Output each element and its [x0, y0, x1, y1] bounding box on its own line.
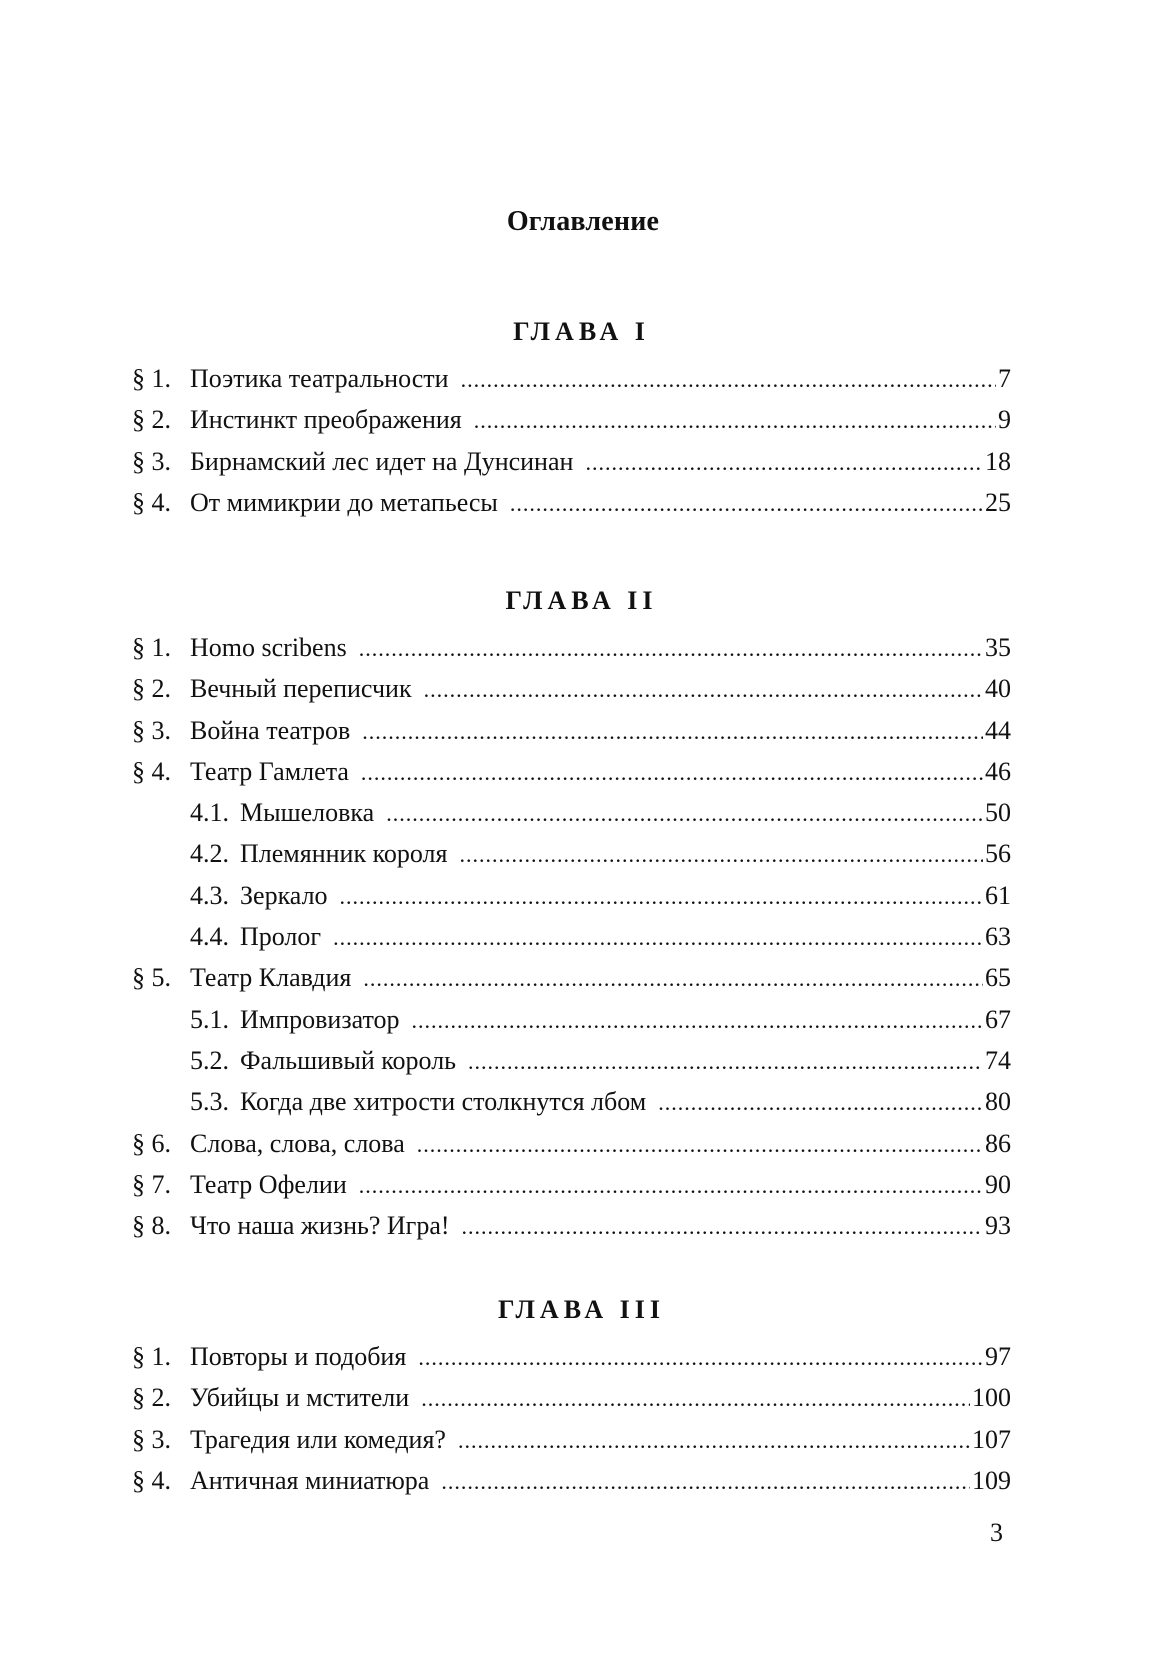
- entry-title: Племянник короля: [240, 839, 448, 869]
- entry-page: 80: [985, 1087, 1011, 1117]
- dot-leader: [418, 1337, 983, 1378]
- dot-leader: [386, 793, 983, 834]
- dot-leader: [340, 876, 983, 917]
- entry-title: Вечный переписчик: [190, 674, 412, 704]
- entry-number: § 3.: [132, 1424, 171, 1454]
- entry-title: Когда две хитрости столкнутся лбом: [240, 1087, 647, 1117]
- entry-title: Убийцы и мстители: [190, 1383, 410, 1413]
- toc-entry[interactable]: [132, 751, 1011, 792]
- entry-number: § 4.: [132, 487, 171, 517]
- dot-leader: [474, 400, 996, 441]
- entry-title: Повторы и подобия: [190, 1342, 407, 1371]
- dot-leader: [412, 1000, 984, 1041]
- entry-title: Война театров: [190, 715, 351, 745]
- toc-entry[interactable]: [132, 358, 1011, 399]
- dot-leader: [462, 1206, 983, 1247]
- entry-page: 44: [985, 715, 1011, 745]
- chapter-heading: ГЛАВА III: [497, 1295, 666, 1324]
- dot-leader: [424, 669, 983, 710]
- toc-subentry[interactable]: [132, 833, 1011, 874]
- entry-number: 5.3.: [190, 1087, 229, 1117]
- entry-number: § 3.: [132, 715, 171, 745]
- entry-page: 18: [985, 446, 1011, 476]
- entry-title: Бирнамский лес идет на Дунсинан: [190, 446, 574, 476]
- entry-title: Слова, слова, слова: [190, 1128, 405, 1158]
- chapter-heading: ГЛАВА II: [505, 586, 658, 615]
- entry-number: 5.2.: [190, 1045, 229, 1075]
- dot-leader: [458, 1420, 970, 1461]
- entry-page: 100: [972, 1383, 1011, 1413]
- toc-subentry[interactable]: [132, 792, 1011, 833]
- entry-page: 109: [972, 1465, 1011, 1495]
- entry-title: Фальшивый король: [240, 1045, 457, 1075]
- entry-title: От мимикрии до метапьесы: [190, 487, 498, 517]
- entry-number: § 8.: [132, 1211, 171, 1241]
- entry-number: 5.1.: [190, 1004, 229, 1034]
- entry-number: § 1.: [132, 364, 171, 393]
- entry-page: 50: [985, 798, 1011, 828]
- toc-entry[interactable]: [132, 1123, 1011, 1164]
- toc-page-title: Оглавление: [506, 206, 660, 237]
- entry-page: 40: [985, 674, 1011, 704]
- toc-subentry[interactable]: [132, 1081, 1011, 1122]
- entry-number: § 1.: [132, 1342, 171, 1371]
- entry-number: § 1.: [132, 633, 171, 662]
- entry-number: § 2.: [132, 674, 171, 704]
- toc-entry[interactable]: [132, 441, 1011, 482]
- dot-leader: [468, 1041, 983, 1082]
- entry-page: 46: [985, 756, 1011, 786]
- entry-page: 61: [985, 880, 1011, 910]
- toc-subentry[interactable]: [132, 999, 1011, 1040]
- toc-entry[interactable]: [132, 399, 1011, 440]
- toc-entry[interactable]: [132, 1164, 1011, 1205]
- chapter-heading: ГЛАВА I: [513, 317, 650, 346]
- entry-title: Homo scribens: [190, 633, 347, 662]
- toc-entry[interactable]: [132, 1336, 1011, 1377]
- toc-entry[interactable]: [132, 710, 1011, 751]
- entry-number: § 2.: [132, 405, 171, 435]
- entry-title: Театр Гамлета: [190, 756, 349, 786]
- page-number: 3: [990, 1518, 1003, 1547]
- dot-leader: [421, 1378, 970, 1419]
- entry-page: 74: [985, 1045, 1011, 1075]
- entry-page: 97: [985, 1342, 1011, 1371]
- entry-number: § 5.: [132, 963, 171, 993]
- entry-title: Что наша жизнь? Игра!: [190, 1211, 450, 1241]
- toc-entry[interactable]: [132, 668, 1011, 709]
- entry-title: Поэтика театральности: [190, 364, 449, 393]
- entry-title: Пролог: [240, 922, 322, 952]
- toc-entry[interactable]: [132, 1460, 1011, 1501]
- dot-leader: [417, 1124, 983, 1165]
- entry-number: 4.4.: [190, 922, 229, 952]
- chapter-2: [132, 581, 1011, 1246]
- entry-number: 4.3.: [190, 880, 229, 910]
- entry-number: § 2.: [132, 1383, 171, 1413]
- toc-entry[interactable]: [132, 482, 1011, 523]
- entry-title: Импровизатор: [240, 1004, 400, 1034]
- entry-number: § 4.: [132, 756, 171, 786]
- entry-page: 93: [985, 1211, 1011, 1241]
- toc-entry[interactable]: [132, 1377, 1011, 1418]
- dot-leader: [361, 752, 983, 793]
- entry-title: Инстинкт преображения: [190, 405, 462, 435]
- entry-page: 25: [985, 487, 1011, 517]
- entry-page: 56: [985, 839, 1011, 869]
- dot-leader: [658, 1082, 983, 1123]
- entry-number: § 7.: [132, 1169, 171, 1199]
- entry-page: 90: [985, 1169, 1011, 1199]
- toc-subentry[interactable]: [132, 1040, 1011, 1081]
- toc-entry[interactable]: [132, 1205, 1011, 1246]
- entry-number: § 3.: [132, 446, 171, 476]
- entry-title: Античная миниатюра: [190, 1465, 430, 1495]
- toc-subentry[interactable]: [132, 875, 1011, 916]
- toc-entry[interactable]: [132, 957, 1011, 998]
- dot-leader: [459, 834, 983, 875]
- entry-page: 65: [985, 963, 1011, 993]
- dot-leader: [363, 958, 983, 999]
- dot-leader: [359, 1165, 983, 1206]
- entry-page: 107: [972, 1424, 1011, 1454]
- dot-leader: [359, 628, 983, 669]
- entry-title: Мышеловка: [240, 798, 375, 828]
- entry-title: Трагедия или комедия?: [190, 1424, 446, 1454]
- entry-page: 35: [985, 633, 1011, 662]
- dot-leader: [441, 1461, 970, 1502]
- entry-page: 9: [998, 405, 1011, 435]
- entry-page: 67: [985, 1004, 1011, 1034]
- dot-leader: [333, 917, 983, 958]
- entry-number: 4.2.: [190, 839, 229, 869]
- toc-entry[interactable]: [132, 1419, 1011, 1460]
- entry-number: § 6.: [132, 1128, 171, 1158]
- dot-leader: [510, 483, 983, 524]
- dot-leader: [461, 359, 996, 400]
- chapter-1: [132, 312, 1011, 523]
- chapter-3: [132, 1290, 1011, 1501]
- entry-page: 63: [985, 922, 1011, 952]
- entry-page: 86: [985, 1128, 1011, 1158]
- entry-title: Зеркало: [240, 880, 328, 910]
- entry-number: § 4.: [132, 1465, 171, 1495]
- toc-entry[interactable]: [132, 627, 1011, 668]
- entry-number: 4.1.: [190, 798, 229, 828]
- entry-title: Театр Клавдия: [190, 963, 352, 993]
- entry-title: Театр Офелии: [190, 1169, 347, 1199]
- dot-leader: [362, 711, 983, 752]
- dot-leader: [585, 442, 983, 483]
- toc-subentry[interactable]: [132, 916, 1011, 957]
- entry-page: 7: [998, 364, 1011, 393]
